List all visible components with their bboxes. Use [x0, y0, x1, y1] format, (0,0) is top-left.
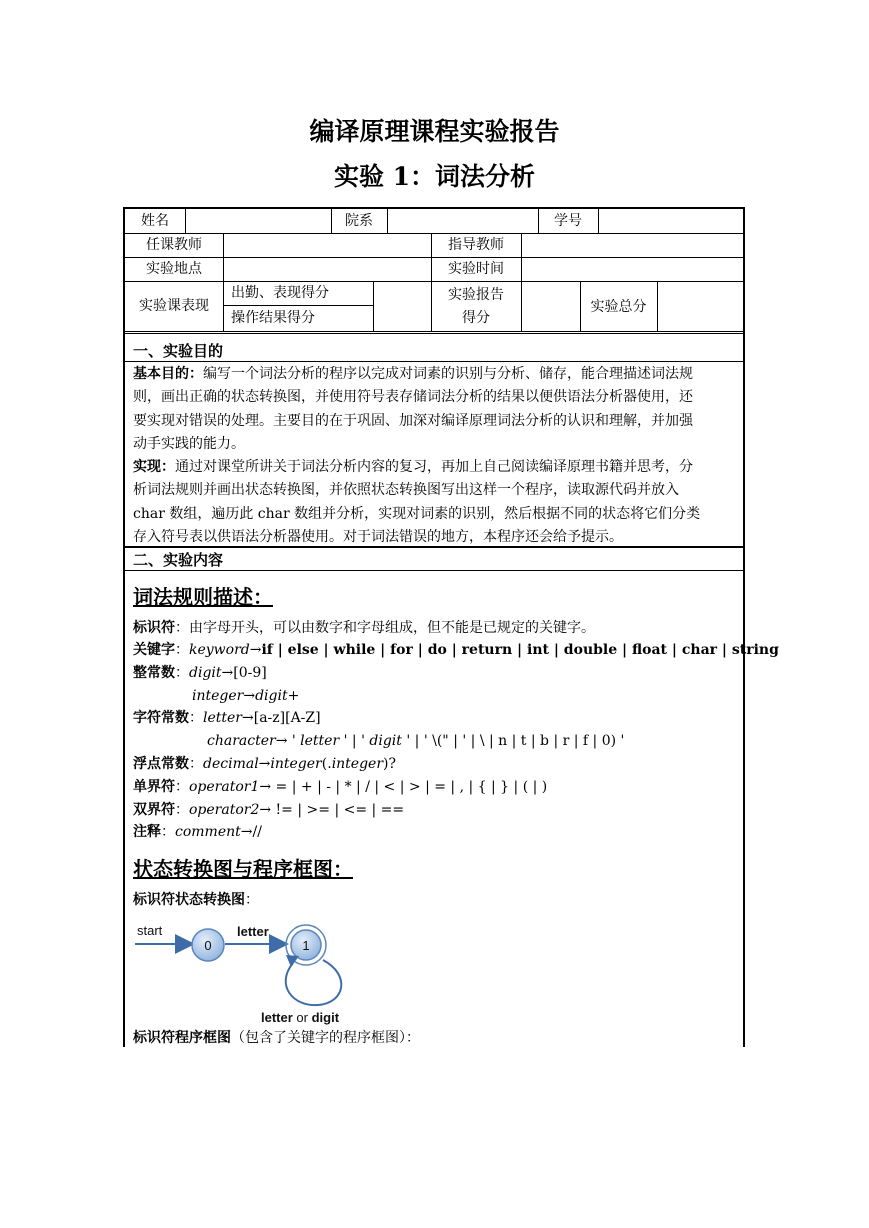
rule-text: keyword — [189, 642, 250, 658]
student-id-label: 学号 — [554, 213, 582, 229]
rule-text: → != | >= | <= | == — [259, 802, 405, 818]
rule-text: )? — [383, 756, 397, 772]
report-table — [123, 207, 779, 1047]
integer-rule — [133, 662, 267, 684]
text-line: 则，画出正确的状态转换图，并使用符号表存储词法分析的结果以便供语法分析器使用，还 — [133, 389, 693, 406]
rule-text: ： — [175, 802, 189, 818]
grid-line — [373, 281, 374, 331]
fsm-start-label: start — [137, 923, 163, 938]
grid-line — [521, 233, 522, 331]
text-line: 析词法规则并画出状态转换图，并依照状态转换图写出这样一个程序，读取源代码并放入 — [133, 482, 679, 499]
rule-text: ： — [189, 710, 203, 726]
text-line: 存入符号表以供语法分析器使用。对于词法错误的地方，本程序还会给予提示。 — [133, 529, 623, 546]
state-0-label: 0 — [204, 938, 212, 953]
place-label: 实验地点 — [146, 261, 202, 277]
rule-text: integer — [270, 756, 322, 772]
char-rule-2 — [207, 730, 624, 752]
section-divider — [125, 546, 743, 548]
fsm-loop-label — [261, 1010, 340, 1025]
section-divider — [125, 361, 743, 362]
rule-text: ： — [161, 824, 175, 840]
operator1-rule — [133, 776, 547, 798]
report-score-label: 实验报告 — [448, 287, 504, 303]
identifier-state-diagram — [133, 915, 363, 1025]
rule-text: → — [243, 688, 256, 704]
state-1-label: 1 — [302, 938, 310, 953]
rule-text: (. — [321, 756, 332, 772]
performance-label: 实验课表现 — [139, 298, 209, 314]
basic-purpose-label: 基本目的： — [133, 366, 203, 382]
text-line: 要实现对错误的处理。主要目的在于巩固、加深对编译原理词法分析的认识和理解，并加强 — [133, 412, 693, 429]
rule-text: ：由字母开头，可以由数字和字母组成，但不能是已规定的关键字。 — [175, 620, 595, 636]
section-content-heading: 二、实验内容 — [133, 551, 224, 569]
rule-text: decimal — [203, 756, 259, 772]
section-purpose-heading: 一、实验目的 — [133, 342, 224, 360]
rule-label: 整常数 — [133, 665, 175, 681]
char-rule — [133, 707, 321, 729]
total-score-label: 实验总分 — [590, 299, 647, 315]
rule-text: → — [249, 642, 262, 658]
rule-text: ： — [175, 779, 189, 795]
section-divider — [125, 570, 743, 571]
rule-text: ' | ' — [339, 733, 370, 749]
operator2-rule — [133, 799, 404, 821]
fsm-edge-label: letter — [237, 924, 269, 939]
rule-text: digit — [369, 733, 402, 749]
loop-label-or: or — [292, 1010, 312, 1025]
rule-label: 关键字 — [133, 642, 175, 658]
caption-text: （包含了关键字的程序框图）： — [231, 1030, 420, 1046]
rule-text: character — [207, 733, 276, 749]
rule-text: ： — [189, 756, 203, 772]
keyword-rule — [133, 639, 779, 661]
rule-text: operator2 — [189, 802, 260, 818]
rule-text: ： — [175, 642, 189, 658]
caption-label: 标识符程序框图 — [133, 1030, 231, 1046]
rule-text: digit+ — [255, 688, 300, 704]
rule-label: 双界符 — [133, 802, 175, 818]
grid-line — [223, 305, 373, 306]
rule-label: 浮点常数 — [133, 756, 189, 772]
grid-line — [185, 209, 186, 233]
integer-rule-2 — [192, 685, 299, 707]
report-title: 编译原理课程实验报告 — [309, 117, 560, 146]
dept-label: 院系 — [345, 213, 373, 229]
rule-text: →[a-z][A-Z] — [242, 710, 321, 726]
grid-line — [125, 331, 743, 334]
rule-label: 注释 — [133, 824, 161, 840]
loop-label-b: digit — [311, 1010, 340, 1025]
rule-text: letter — [203, 710, 242, 726]
self-loop — [286, 960, 342, 1005]
caption-text: ： — [245, 892, 259, 908]
grid-line — [657, 281, 658, 331]
text-line: 动手实践的能力。 — [133, 436, 245, 453]
grid-line — [223, 233, 224, 331]
rule-label: 标识符 — [133, 620, 175, 636]
text-line: 编写一个词法分析的程序以完成对词素的识别与分析、储存，能合理描述词法规 — [203, 366, 693, 382]
operation-label: 操作结果得分 — [231, 310, 315, 326]
rule-label: 单界符 — [133, 779, 175, 795]
diagram-heading: 状态转换图与程序框图： — [133, 857, 353, 881]
implementation-paragraph — [133, 456, 739, 550]
text-line: char 数组，遍历此 char 数组并分析，实现对词素的识别，然后根据不同的状态将它们分类 — [133, 505, 701, 522]
text-line: 通过对课堂所讲关于词法分析内容的复习，再加上自己阅读编译原理书籍并思考，分 — [175, 459, 693, 475]
rule-text: →// — [240, 824, 262, 840]
rule-text: → — [258, 756, 271, 772]
name-label: 姓名 — [141, 213, 169, 229]
rule-text: ' | ' \(" | ' | \ | n | t | b | r | f | 0) ' — [401, 733, 625, 749]
attendance-label: 出勤、表现得分 — [231, 285, 329, 301]
loop-label-a: letter — [261, 1010, 293, 1025]
time-label: 实验时间 — [448, 261, 504, 277]
grid-line — [598, 209, 599, 233]
experiment-title: 实验 1：词法分析 — [333, 162, 536, 191]
comment-rule — [133, 821, 262, 843]
grid-line — [387, 209, 388, 233]
rule-text: if | else | while | for | do | return | int | double | float | char | string — [261, 642, 779, 658]
rule-label: 字符常数 — [133, 710, 189, 726]
basic-purpose-paragraph — [133, 363, 739, 457]
state-diagram-caption — [133, 889, 259, 911]
rule-text: digit — [189, 665, 222, 681]
rule-text: ： — [175, 665, 189, 681]
rule-text: → ' — [275, 733, 301, 749]
rule-text: → = | + | - | * | / | < | > | = | , | { | } | ( | ) — [259, 779, 548, 795]
implementation-label: 实现： — [133, 459, 175, 475]
grid-line — [125, 281, 743, 282]
rules-heading: 词法规则描述： — [133, 585, 273, 609]
report-score-label-2: 得分 — [462, 310, 490, 326]
rule-text: comment — [175, 824, 241, 840]
flowchart-caption — [133, 1027, 420, 1049]
advisor-label: 指导教师 — [448, 237, 504, 253]
rule-text: →[0-9] — [221, 665, 267, 681]
rule-text: operator1 — [189, 779, 260, 795]
rule-text: integer — [331, 756, 384, 772]
teacher-label: 任课教师 — [146, 237, 202, 253]
identifier-rule — [133, 617, 595, 639]
rule-text: integer — [192, 688, 244, 704]
rule-text: letter — [300, 733, 340, 749]
float-rule — [133, 753, 396, 775]
caption-label: 标识符状态转换图 — [133, 892, 245, 908]
